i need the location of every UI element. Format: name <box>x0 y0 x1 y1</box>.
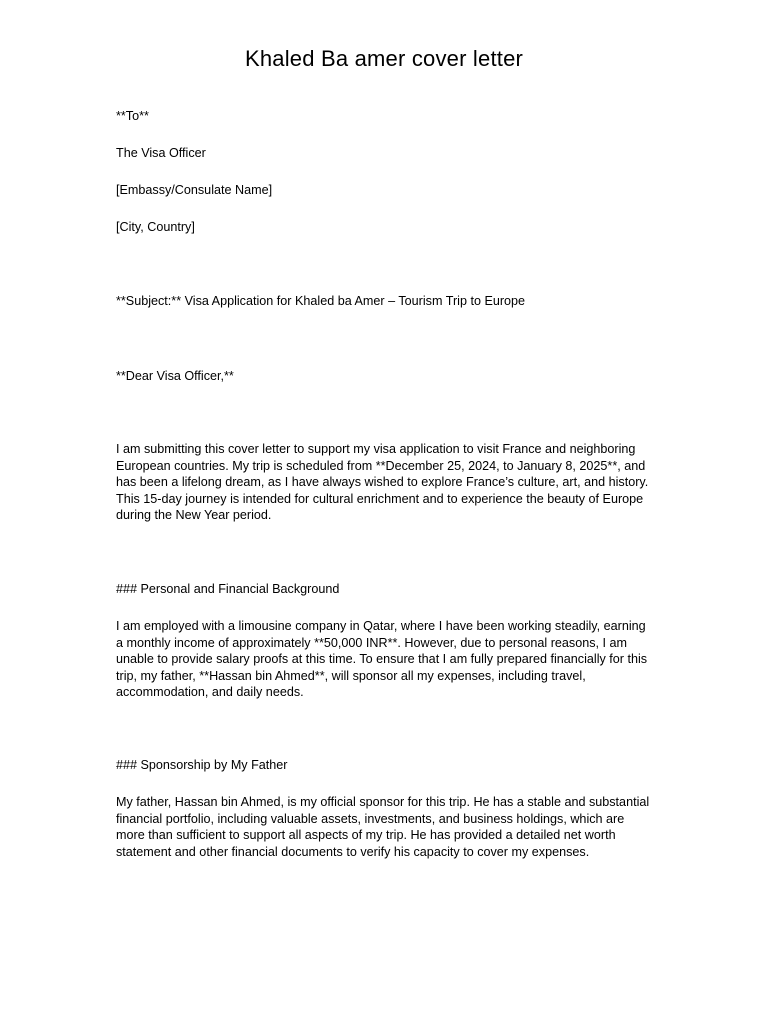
to-heading: **To** <box>116 109 149 123</box>
salutation: **Dear Visa Officer,** <box>116 369 234 383</box>
personal-financial-paragraph: I am employed with a limousine company in Qatar, where I have been working steadily, earning a monthly income of approximately **50,000 INR**. However, due to personal reasons, I am unable to provide salary proofs at this time. To ensure that I am fully prepared financially for this trip, my father, **Hassan bin Ahmed**, will sponsor all my expenses, including travel, accommodation, and daily needs. <box>116 619 648 699</box>
recipient-line: The Visa Officer <box>116 146 206 160</box>
sponsorship-paragraph: My father, Hassan bin Ahmed, is my official sponsor for this trip. He has a stable and substantial financial portfolio, including valuable assets, investments, and business holdings, which are more than sufficient to support all aspects of my trip. He has provided a detailed net worth statement and other financial documents to verify his capacity to cover my expenses. <box>116 795 650 859</box>
document-title: Khaled Ba amer cover letter <box>244 46 524 71</box>
embassy-line: [Embassy/Consulate Name] <box>116 183 273 197</box>
section-heading-sponsorship: ### Sponsorship by My Father <box>116 758 288 772</box>
intro-paragraph: I am submitting this cover letter to support my visa application to visit France and neighboring European countries. My trip is scheduled from **December 25, 2024, to January 8, 2025**, and has been a lifelong dream, as I have always wished to explore France’s culture, art, and history. This 15-day journey is intended for cultural enrichment and to experience the beauty of Europe during the New Year period. <box>116 442 649 522</box>
subject-line: **Subject:** Visa Application for Khaled ba Amer – Tourism Trip to Europe <box>116 294 526 308</box>
city-country-line: [City, Country] <box>116 220 195 234</box>
section-heading-personal-financial: ### Personal and Financial Background <box>116 582 340 596</box>
